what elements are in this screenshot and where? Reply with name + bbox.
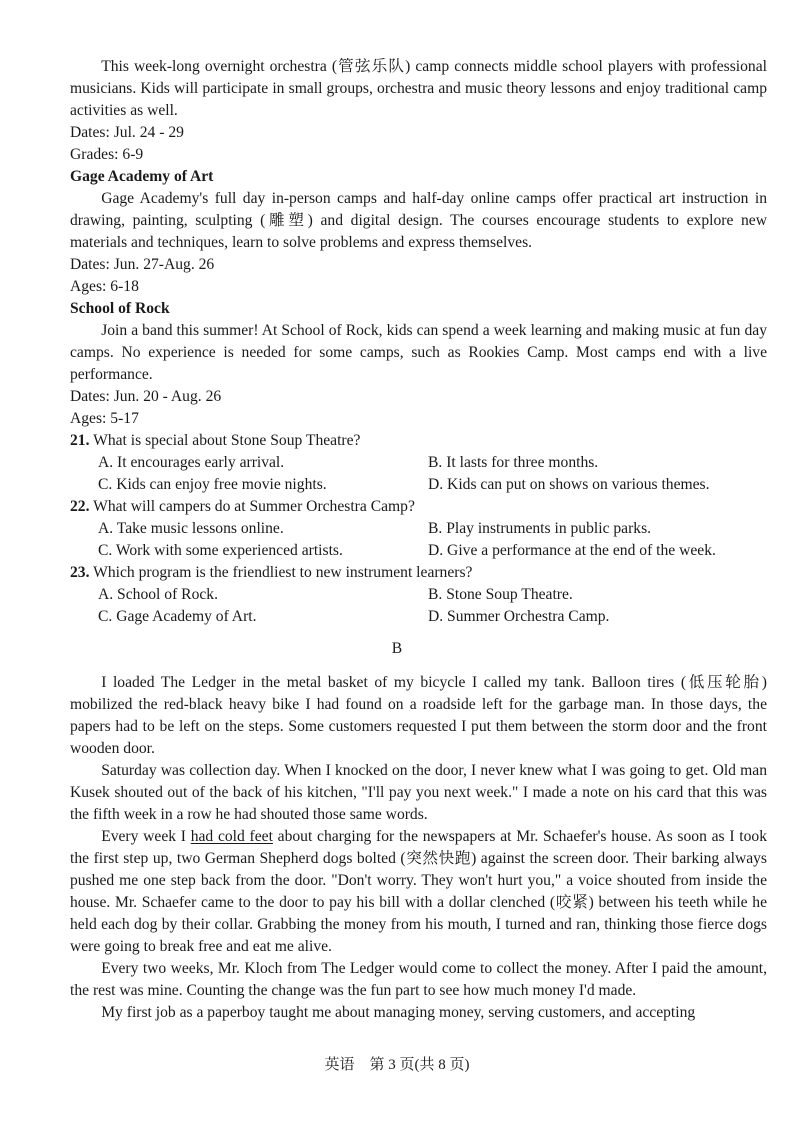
question-stem: Which program is the friendliest to new instrument learners? bbox=[93, 564, 473, 581]
option-c[interactable]: C. Kids can enjoy free movie nights. bbox=[98, 476, 327, 493]
questions-block bbox=[70, 430, 767, 628]
section-b-heading: B bbox=[391, 640, 403, 657]
page-footer: 英语 第 3 页(共 8 页) bbox=[324, 1057, 470, 1073]
question-22 bbox=[70, 496, 767, 562]
question-stem: What will campers do at Summer Orchestra Camp? bbox=[93, 498, 415, 515]
question-number: 22. bbox=[70, 498, 90, 515]
rock-ages: Ages: 5-17 bbox=[70, 410, 139, 427]
question-number: 23. bbox=[70, 564, 90, 581]
option-c[interactable]: C. Work with some experienced artists. bbox=[98, 542, 343, 559]
passage-paragraph-4: Every two weeks, Mr. Kloch from The Ledger would come to collect the money. After I paid the amount, the rest was mine. Counting the change was the fun part to see how much money I'd made. bbox=[70, 960, 767, 999]
question-stem: What is special about Stone Soup Theatre? bbox=[93, 432, 361, 449]
option-a[interactable]: A. Take music lessons online. bbox=[98, 520, 284, 537]
option-b[interactable]: B. Play instruments in public parks. bbox=[428, 520, 652, 537]
orchestra-grades: Grades: 6-9 bbox=[70, 146, 144, 163]
question-23 bbox=[70, 562, 767, 628]
question-number: 21. bbox=[70, 432, 90, 449]
paragraph-3-rest: about charging for the newspapers at Mr. Schaefer's house. As soon as I took the first step up, two German Shepherd dogs bolted (突然快跑) against the screen door. Their barking always pushed me one step back from the door. "Don't worry. They won't hurt you," a voice shouted from inside the house. Mr. Schaefer came to the door to pay his bill with a dollar clenched (咬紧) between his teeth while he held each dog by their collar. Grabbing the money from his mouth, I turned and ran, thinking those fierce dogs were going to break free and eat me alive. bbox=[70, 828, 767, 955]
passage-paragraph-3 bbox=[70, 826, 767, 958]
option-d[interactable]: D. Summer Orchestra Camp. bbox=[428, 608, 610, 625]
gage-title: Gage Academy of Art bbox=[70, 168, 214, 185]
rock-dates: Dates: Jun. 20 - Aug. 26 bbox=[70, 388, 222, 405]
rock-section bbox=[70, 298, 767, 430]
passage-paragraph-2: Saturday was collection day. When I knocked on the door, I never knew what I was going to get. Old man Kusek shouted out of the back of his kitchen, "I'll pay you next week." I made a note on his card that this was the fifth week in a row he had shouted those same words. bbox=[70, 762, 767, 823]
passage-b bbox=[70, 672, 767, 1024]
option-c[interactable]: C. Gage Academy of Art. bbox=[98, 608, 257, 625]
underlined-phrase: had cold feet bbox=[190, 828, 273, 845]
rock-title: School of Rock bbox=[70, 300, 170, 317]
gage-description: Gage Academy's full day in-person camps and half-day online camps offer practical art instruction in drawing, painting, sculpting (雕塑) and digital design. The courses encourage students to explore new materials and techniques, learn to solve problems and express themselves. bbox=[70, 190, 767, 251]
orchestra-dates: Dates: Jul. 24 - 29 bbox=[70, 124, 184, 141]
gage-ages: Ages: 6-18 bbox=[70, 278, 139, 295]
option-a[interactable]: A. It encourages early arrival. bbox=[98, 454, 285, 471]
passage-paragraph-5: My first job as a paperboy taught me about managing money, serving customers, and accepting bbox=[101, 1004, 696, 1021]
option-d[interactable]: D. Give a performance at the end of the week. bbox=[428, 542, 716, 559]
option-d[interactable]: D. Kids can put on shows on various themes. bbox=[428, 476, 710, 493]
option-b[interactable]: B. It lasts for three months. bbox=[428, 454, 599, 471]
rock-description: Join a band this summer! At School of Rock, kids can spend a week learning and making music at fun day camps. No experience is needed for some camps, such as Rookies Camp. Most camps end with a live performance. bbox=[70, 322, 767, 383]
paragraph-3-start: Every week I bbox=[101, 828, 191, 845]
option-b[interactable]: B. Stone Soup Theatre. bbox=[428, 586, 573, 603]
gage-dates: Dates: Jun. 27-Aug. 26 bbox=[70, 256, 215, 273]
option-a[interactable]: A. School of Rock. bbox=[98, 586, 218, 603]
orchestra-section bbox=[70, 56, 767, 166]
orchestra-description: This week-long overnight orchestra (管弦乐队) camp connects middle school players with professional musicians. Kids will participate in small groups, orchestra and music theory lessons and enjoy traditional camp activities as well. bbox=[70, 58, 767, 119]
passage-paragraph-1: I loaded The Ledger in the metal basket of my bicycle I called my tank. Balloon tires (低压轮胎) mobilized the red-black heavy bike I had found on a roadside left for the garbage man. In those days, the papers had to be left on the steps. Some customers requested I put them between the storm door and the front wooden door. bbox=[70, 674, 767, 757]
question-21 bbox=[70, 430, 767, 496]
gage-section bbox=[70, 166, 767, 298]
